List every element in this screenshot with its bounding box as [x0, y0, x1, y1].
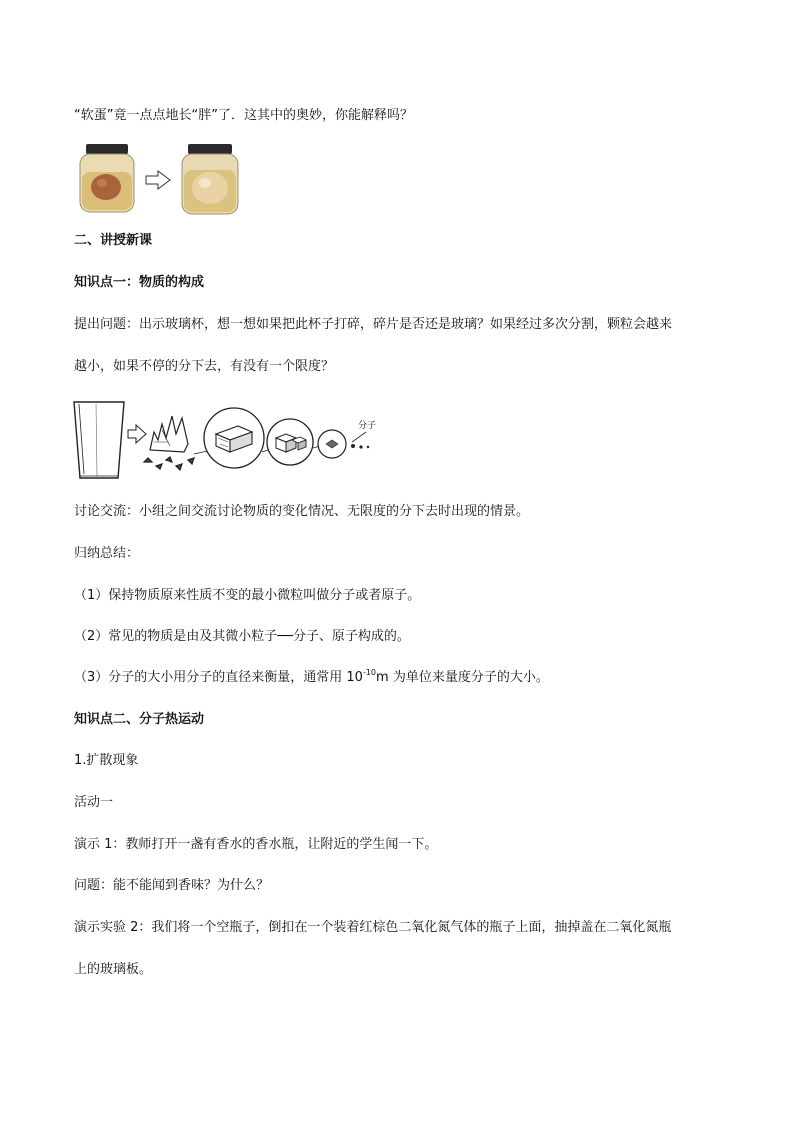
section-heading: 二、讲授新课	[74, 233, 153, 248]
fragment-circle-small	[313, 430, 346, 458]
jar-before-image	[80, 144, 134, 212]
arrow-icon	[128, 425, 146, 443]
molecule-dots-image	[351, 432, 369, 449]
summary-label: 归纳总结：	[74, 546, 140, 561]
exponent: -10	[362, 668, 377, 677]
demo-2-line-2: 上的玻璃板。	[74, 962, 153, 977]
glass-division-figure	[70, 394, 400, 486]
intro-text: “软蛋”竟一点点地长“胖”了．这其中的奥妙，你能解释吗？	[74, 108, 413, 123]
question-text: 问题：能不能闻到香味？为什么？	[74, 878, 270, 893]
glass-cup-image	[74, 402, 124, 478]
activity-label: 活动一	[74, 795, 114, 810]
summary-point-1: （1）保持物质原来性质不变的最小微粒叫做分子或者原子。	[74, 588, 421, 603]
point-3-text-a: （3）分子的大小用分子的直径来衡量，通常用 10	[74, 670, 363, 685]
point-3-text-b: m 为单位来量度分子的大小。	[376, 670, 549, 685]
knowledge-point-2-heading: 知识点二、分子热运动	[74, 712, 205, 727]
question-line-2: 越小，如果不停的分下去，有没有一个限度？	[74, 359, 335, 374]
subsection-heading: 1.扩散现象	[74, 753, 139, 768]
knowledge-point-1-heading: 知识点一：物质的构成	[74, 275, 205, 290]
summary-point-2: （2）常见的物质是由及其微小粒子──分子、原子构成的。	[74, 629, 410, 644]
jar-after-image	[182, 144, 238, 214]
demo-1-text: 演示 1：教师打开一盏有香水的香水瓶，让附近的学生闻一下。	[74, 837, 438, 852]
egg-jar-figure	[76, 142, 256, 218]
summary-point-3	[74, 669, 549, 687]
fragment-circle-large	[194, 408, 264, 468]
demo-2-line-1: 演示实验 2：我们将一个空瓶子，倒扣在一个装着红棕色二氧化氮气体的瓶子上面，抽掉盖在二氧化氮瓶	[74, 920, 672, 935]
fragment-circle-medium	[262, 419, 313, 465]
broken-glass-image	[144, 416, 194, 470]
discussion-text: 讨论交流：小组之间交流讨论物质的变化情况、无限度的分下去时出现的情景。	[74, 504, 530, 519]
molecule-label: 分子	[358, 421, 377, 431]
right-arrow-icon	[146, 171, 170, 189]
question-line-1: 提出问题：出示玻璃杯，想一想如果把此杯子打碎，碎片是否还是玻璃？如果经过多次分割，颗粒会越来	[74, 317, 673, 332]
